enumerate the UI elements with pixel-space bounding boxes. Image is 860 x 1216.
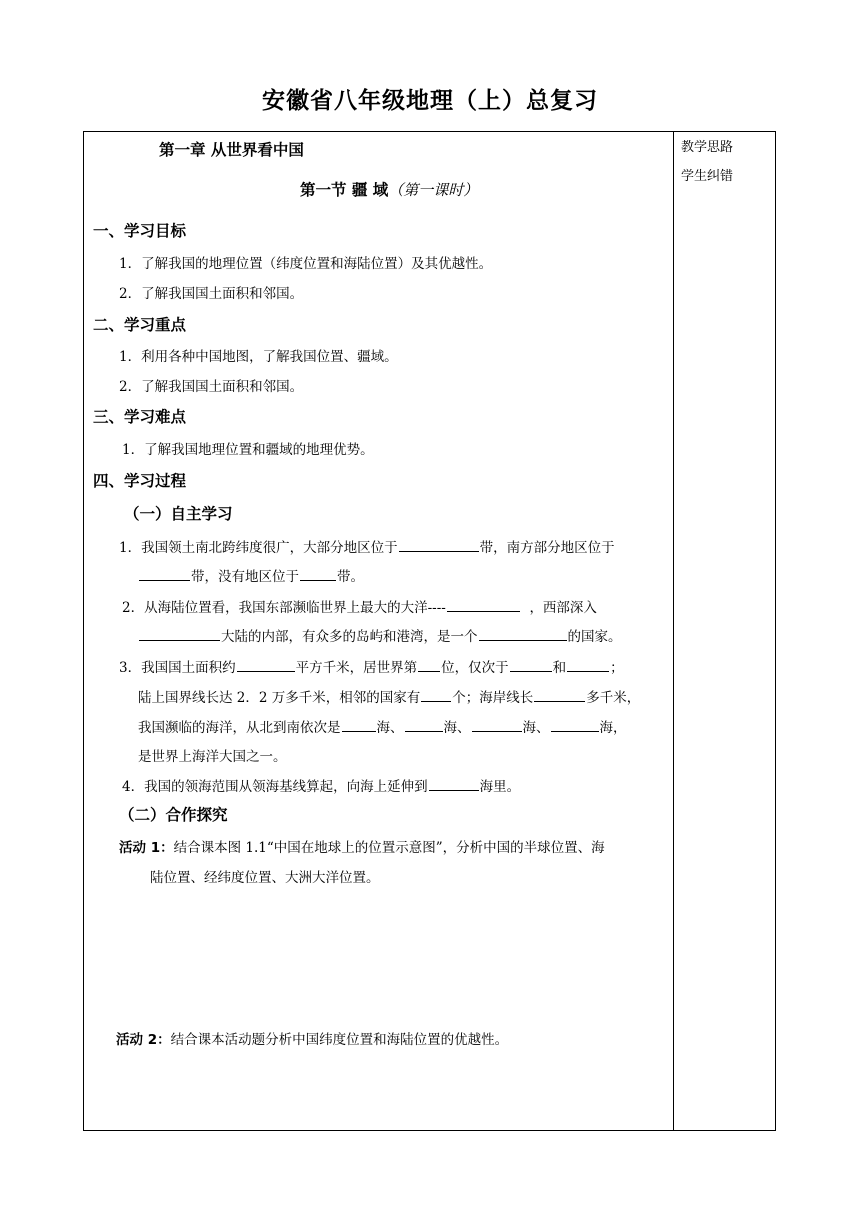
key-point-2: 2．了解我国国土面积和邻国。	[119, 379, 304, 395]
blank[interactable]	[472, 717, 522, 732]
activity-1-line-2: 陆位置、经纬度位置、大洲大洋位置。	[150, 870, 380, 886]
side-label-corrections: 学生纠错	[681, 169, 734, 184]
section-heading	[300, 178, 478, 200]
question-1-line-2: 带，没有地区位于 带。	[138, 565, 364, 585]
blank[interactable]	[551, 717, 599, 732]
document-title: 安徽省八年级地理（上）总复习	[262, 88, 598, 114]
blank[interactable]	[237, 657, 295, 672]
activity-1-line-1: 活动 1：结合课本图 1.1“中国在地球上的位置示意图”，分析中国的半球位置、海	[119, 840, 605, 856]
question-2-line-2: 大陆的内部，有众多的岛屿和港湾，是一个 的国家。	[138, 625, 622, 645]
key-point-1: 1．利用各种中国地图，了解我国位置、疆域。	[119, 349, 398, 365]
blank[interactable]	[421, 687, 451, 702]
blank[interactable]	[479, 626, 567, 641]
question-3-line-1: 3．我国国土面积约 平方千米，居世界第 位，仅次于 和 ；	[119, 656, 624, 676]
difficulty-1: 1．了解我国地理位置和疆域的地理优势。	[122, 442, 374, 458]
section-title: 第一节 疆 域	[300, 181, 389, 199]
heading-key-points: 二、学习重点	[93, 316, 187, 334]
question-3-line-2: 陆上国界线长达 2．2 万多千米，相邻的国家有 个；海岸线长 多千米，	[138, 686, 640, 706]
subheading-cooperation: （二）合作探究	[119, 806, 228, 824]
heading-objectives: 一、学习目标	[93, 222, 187, 240]
blank[interactable]	[418, 657, 440, 672]
activity-2-label: 活动 2：	[116, 1032, 171, 1048]
question-3-line-4: 是世界上海洋大国之一。	[138, 749, 287, 765]
blank[interactable]	[399, 537, 479, 552]
chapter-heading: 第一章 从世界看中国	[159, 141, 304, 159]
blank[interactable]	[534, 687, 585, 702]
blank[interactable]	[447, 597, 520, 612]
blank[interactable]	[300, 566, 336, 581]
blank[interactable]	[405, 717, 443, 732]
blank[interactable]	[139, 566, 190, 581]
subheading-self-study: （一）自主学习	[124, 505, 233, 523]
main-column	[84, 132, 673, 1130]
question-4: 4．我国的领海范围从领海基线算起，向海上延伸到 海里。	[122, 775, 520, 795]
activity-2: 活动 2：结合课本活动题分析中国纬度位置和海陆位置的优越性。	[116, 1032, 509, 1048]
blank[interactable]	[139, 626, 220, 641]
question-1-line-1: 1．我国领土南北跨纬度很广，大部分地区位于 带，南方部分地区位于	[119, 536, 615, 556]
question-2-line-1: 2．从海陆位置看，我国东部濒临世界上最大的大洋---- ，西部深入	[122, 596, 597, 616]
blank[interactable]	[342, 717, 376, 732]
heading-difficulties: 三、学习难点	[93, 408, 187, 426]
objective-1: 1．了解我国的地理位置（纬度位置和海陆位置）及其优越性。	[119, 256, 493, 272]
blank[interactable]	[510, 657, 552, 672]
heading-process: 四、学习过程	[93, 472, 187, 490]
blank[interactable]	[429, 776, 479, 791]
question-3-line-3: 我国濒临的海洋，从北到南依次是 海、 海、 海、 海，	[138, 716, 627, 736]
activity-1-label: 活动 1：	[119, 840, 174, 856]
side-label-teaching: 教学思路	[681, 140, 734, 155]
blank[interactable]	[567, 657, 609, 672]
objective-2: 2．了解我国国土面积和邻国。	[119, 286, 304, 302]
lesson-table	[83, 131, 776, 1131]
column-divider	[673, 132, 674, 1130]
section-subtitle: （第一课时）	[388, 181, 479, 199]
